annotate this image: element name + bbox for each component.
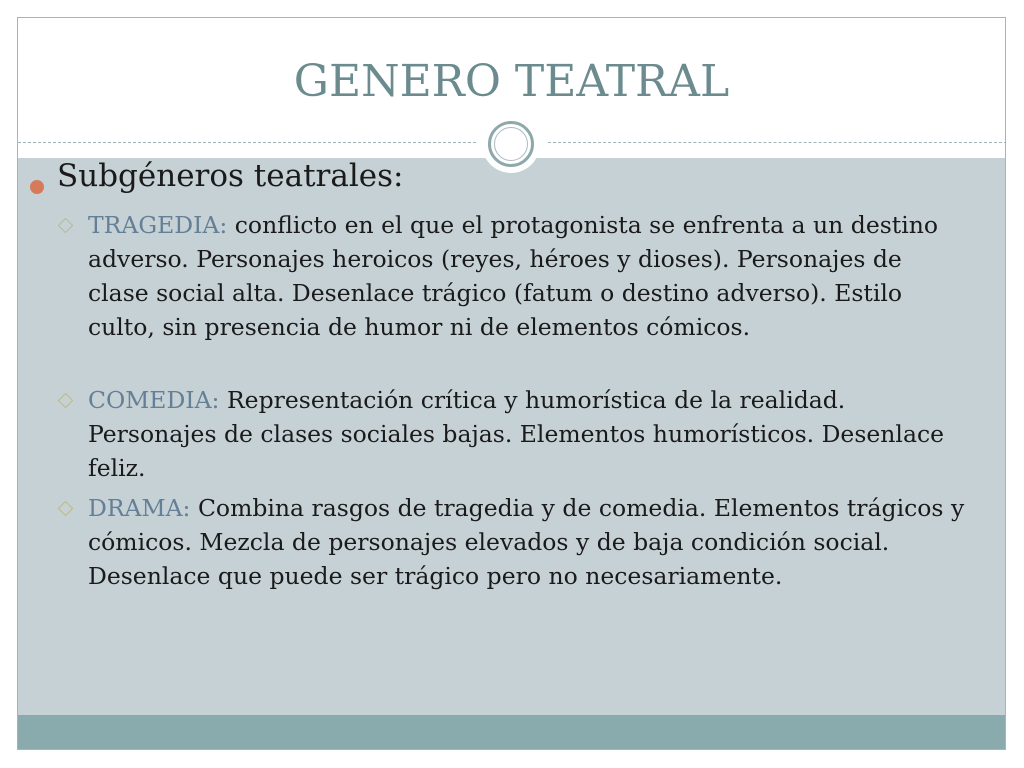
circle-ornament-icon	[482, 115, 540, 173]
title-divider-right	[548, 142, 1006, 143]
footer-band	[18, 715, 1005, 750]
item-keyword: COMEDIA:	[88, 386, 220, 414]
round-bullet-icon	[30, 180, 44, 194]
item-text: conflicto en el que el protagonista se enfrenta a un destino adverso. Personajes heroicos (reyes, héroes y dioses). Personajes de clase social alta. Desenlace trágico (fatum o destino adverso). Estilo culto, sin presencia de humor ni de elementos cómicos.	[88, 211, 939, 341]
item-keyword: DRAMA:	[88, 494, 191, 522]
slide-title: GENERO TEATRAL	[293, 56, 730, 107]
item-text: Combina rasgos de tragedia y de comedia. Elementos trágicos y cómicos. Mezcla de personajes elevados y de baja condición social. Desenlace que puede ser trágico pero no necesariamente.	[88, 494, 965, 590]
list-item-comedia	[88, 383, 968, 485]
item-keyword: TRAGEDIA:	[88, 211, 228, 239]
item-text: Representación crítica y humorística de la realidad. Personajes de clases sociales bajas. Elementos humorísticos. Desenlace feliz.	[88, 386, 945, 482]
section-heading: Subgéneros teatrales:	[57, 158, 404, 194]
list-item-drama	[88, 491, 968, 593]
title-divider-left	[18, 142, 476, 143]
list-item-tragedia	[88, 208, 968, 344]
